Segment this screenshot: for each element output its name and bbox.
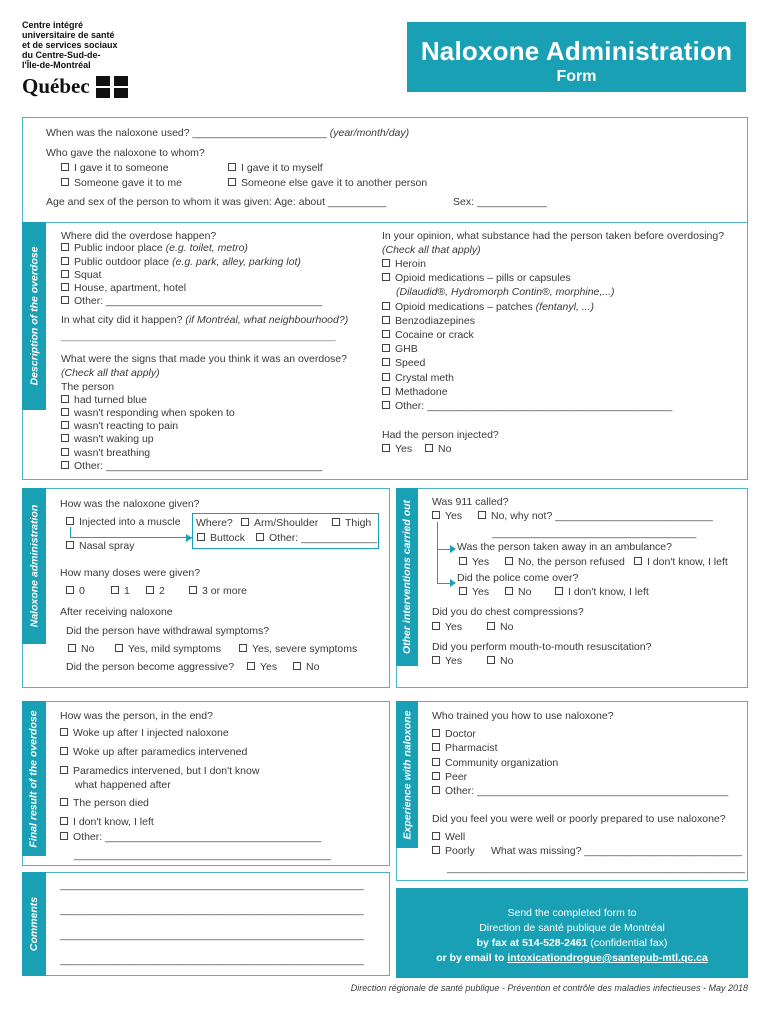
drug-crystal-meth[interactable]: Crystal meth [382, 372, 454, 385]
arrow-head-icon [450, 545, 456, 553]
checkbox[interactable] [60, 798, 68, 806]
checkbox[interactable] [189, 586, 197, 594]
org-name: Centre intégré universitaire de santé et de services sociaux du Centre-Sud-de- l'Île-de-Montréal [22, 20, 118, 70]
comment-line-1[interactable]: ____________________________________________________ [60, 879, 364, 891]
checkbox[interactable] [247, 662, 255, 670]
site-buttock[interactable]: Buttock [197, 532, 245, 545]
checkbox[interactable] [432, 743, 440, 751]
place-house[interactable]: House, apartment, hotel [61, 282, 186, 295]
q-aggressive: Did the person become aggressive? [66, 661, 235, 673]
opt-someone-else[interactable]: Someone else gave it to another person [228, 177, 427, 190]
withdrawal-no[interactable]: No [68, 643, 94, 656]
tab-comments: Comments [22, 872, 46, 976]
substance-check-all: (Check all that apply) [382, 244, 481, 256]
form-header [407, 22, 746, 92]
trained-pharmacist[interactable]: Pharmacist [432, 742, 498, 755]
checkbox[interactable] [61, 283, 69, 291]
mouth-yes[interactable]: Yes [432, 655, 462, 668]
withdrawal-severe[interactable]: Yes, severe symptoms [239, 643, 357, 656]
where-label: Where? [196, 517, 233, 529]
checkbox[interactable] [60, 728, 68, 736]
q-doses: How many doses were given? [60, 567, 201, 579]
site-other[interactable]: Other: _____________ [256, 532, 377, 545]
checkbox[interactable] [332, 518, 340, 526]
prepared-poorly[interactable]: Poorly [432, 845, 475, 858]
checkbox[interactable] [634, 557, 642, 565]
tab-final-result: Final result of the overdose [22, 701, 46, 856]
final-woke-paramedics[interactable]: Woke up after paramedics intervened [60, 746, 247, 759]
place-other[interactable]: Other: _____________________________________ [61, 295, 322, 308]
checkbox[interactable] [61, 421, 69, 429]
drug-opioid-patch[interactable]: Opioid medications – patches (fentanyl, ...) [382, 301, 594, 314]
drug-benzo[interactable]: Benzodiazepines [382, 315, 475, 328]
quebec-flag-icon [96, 76, 128, 98]
checkbox[interactable] [505, 557, 513, 565]
city-line[interactable]: _______________________________________________ [61, 330, 336, 342]
checkbox[interactable] [425, 444, 433, 452]
trained-doctor[interactable]: Doctor [432, 728, 476, 741]
911-no-why[interactable]: No, why not? ___________________________ [478, 510, 713, 523]
checkbox[interactable] [487, 656, 495, 664]
ambulance-dont-know[interactable]: I don't know, I left [634, 556, 728, 569]
checkbox[interactable] [382, 387, 390, 395]
sign-breathing[interactable]: wasn't breathing [61, 447, 150, 460]
q-how-given: How was the naloxone given? [60, 498, 200, 510]
trained-community[interactable]: Community organization [432, 757, 558, 770]
dose-3-more[interactable]: 3 or more [189, 585, 247, 598]
injected-yes[interactable]: Yes [382, 443, 412, 456]
checkbox[interactable] [382, 259, 390, 267]
checkbox[interactable] [382, 316, 390, 324]
given-injected[interactable]: Injected into a muscle [66, 516, 181, 529]
q-substance: In your opinion, what substance had the person taken before overdosing? [382, 230, 725, 242]
comment-line-4[interactable]: ____________________________________________________ [60, 954, 364, 966]
police-no[interactable]: No [505, 586, 531, 599]
checkbox[interactable] [61, 243, 69, 251]
place-indoor[interactable]: Public indoor place (e.g. toilet, metro) [61, 242, 248, 255]
aggressive-yes[interactable]: Yes [247, 661, 277, 674]
sign-waking[interactable]: wasn't waking up [61, 433, 154, 446]
checkbox[interactable] [256, 533, 264, 541]
where-arrow [70, 527, 192, 538]
fax-number: by fax at 514-528-2461 [476, 937, 588, 949]
quebec-wordmark: Québec [22, 74, 90, 98]
final-paramedics-unknown[interactable]: Paramedics intervened, but I don't know [60, 765, 259, 778]
checkbox[interactable] [239, 644, 247, 652]
comment-line-2[interactable]: ____________________________________________________ [60, 904, 364, 916]
final-died[interactable]: The person died [60, 797, 149, 810]
checkbox[interactable] [228, 163, 236, 171]
tab-description: Description of the overdose [22, 222, 46, 410]
comment-line-3[interactable]: ____________________________________________________ [60, 929, 364, 941]
site-arm[interactable]: Arm/Shoulder [241, 517, 318, 530]
missing-line[interactable]: ___________________________________________________ [447, 862, 745, 874]
checkbox[interactable] [555, 587, 563, 595]
checkbox[interactable] [66, 517, 74, 525]
checkbox[interactable] [60, 817, 68, 825]
dose-2[interactable]: 2 [146, 585, 165, 598]
q-city: In what city did it happen? [61, 314, 186, 326]
tab-naloxone-admin: Naloxone administration [22, 488, 46, 644]
drug-opioid-pills-eg: (Dilaudid®, Hydromorph Contin®, morphine,...) [396, 286, 615, 298]
checkbox[interactable] [432, 622, 440, 630]
final-paramedics-unknown-2: what happened after [75, 779, 171, 791]
checkbox[interactable] [432, 846, 440, 854]
checkbox[interactable] [382, 444, 390, 452]
dose-1[interactable]: 1 [111, 585, 130, 598]
police-yes[interactable]: Yes [459, 586, 489, 599]
dose-0[interactable]: 0 [66, 585, 85, 598]
prepared-well[interactable]: Well [432, 831, 465, 844]
q-prepared: Did you feel you were well or poorly prepared to use naloxone? [432, 813, 726, 825]
checkbox[interactable] [382, 373, 390, 381]
ambulance-arrow [437, 522, 451, 584]
given-nasal[interactable]: Nasal spray [66, 540, 134, 553]
q-911: Was 911 called? [432, 496, 509, 508]
sign-other[interactable]: Other: _____________________________________ [61, 460, 322, 473]
email-link[interactable]: intoxicationdrogue@santepub-mtl.qc.ca [507, 952, 708, 964]
form-title: Naloxone Administration [420, 36, 733, 66]
checkbox[interactable] [60, 766, 68, 774]
checkbox[interactable] [61, 408, 69, 416]
send-instructions: Send the completed form to Direction de santé publique de Montréal by fax at 514-528-2461 (confidential fax) or by email to intoxicationdrogue@santepub-mtl.qc.ca [396, 888, 748, 978]
q-chest: Did you do chest compressions? [432, 606, 584, 618]
trained-peer[interactable]: Peer [432, 771, 467, 784]
911-yes[interactable]: Yes [432, 510, 462, 523]
missing-field[interactable]: What was missing? ___________________________ [491, 845, 743, 857]
checkbox[interactable] [66, 586, 74, 594]
drug-speed[interactable]: Speed [382, 357, 425, 370]
q-age[interactable]: Age and sex of the person to whom it was given: Age: about __________ [46, 196, 387, 208]
drug-opioid-pills[interactable]: Opioid medications – pills or capsules [382, 272, 571, 285]
place-outdoor[interactable]: Public outdoor place (e.g. park, alley, parking lot) [61, 256, 301, 269]
footer-credit: Direction régionale de santé publique - Prévention et contrôle des maladies infectieuses - May 2018 [350, 983, 748, 993]
q-when: When was the naloxone used? _______________________ [46, 127, 327, 139]
checkbox[interactable] [61, 270, 69, 278]
checkbox[interactable] [459, 557, 467, 565]
mouth-no[interactable]: No [487, 655, 513, 668]
911-why-line[interactable]: ___________________________________ [492, 527, 697, 539]
opt-gave-myself[interactable]: I gave it to myself [228, 162, 323, 175]
ambulance-refused[interactable]: No, the person refused [505, 556, 625, 569]
checkbox[interactable] [293, 662, 301, 670]
checkbox[interactable] [432, 758, 440, 766]
drug-cocaine[interactable]: Cocaine or crack [382, 329, 474, 342]
checkbox[interactable] [61, 163, 69, 171]
checkbox[interactable] [432, 656, 440, 664]
place-squat[interactable]: Squat [61, 269, 101, 282]
site-thigh[interactable]: Thigh [332, 517, 371, 530]
org-logo [22, 20, 192, 99]
final-other-line[interactable]: ____________________________________________ [74, 849, 331, 861]
checkbox[interactable] [382, 401, 390, 409]
arrow-head-icon [450, 579, 456, 587]
checkbox[interactable] [382, 358, 390, 366]
q-withdrawal: Did the person have withdrawal symptoms? [66, 625, 270, 637]
checkbox[interactable] [382, 273, 390, 281]
final-dont-know[interactable]: I don't know, I left [60, 816, 154, 829]
checkbox[interactable] [197, 533, 205, 541]
opt-gave-someone[interactable]: I gave it to someone [61, 162, 169, 175]
tab-experience: Experience with naloxone [396, 701, 418, 848]
q-who: Who gave the naloxone to whom? [46, 147, 205, 159]
trained-other[interactable]: Other: ___________________________________________ [432, 785, 728, 798]
checkbox[interactable] [61, 434, 69, 442]
checkbox[interactable] [60, 832, 68, 840]
drug-other[interactable]: Other: __________________________________________ [382, 400, 672, 413]
withdrawal-mild[interactable]: Yes, mild symptoms [115, 643, 221, 656]
checkbox[interactable] [241, 518, 249, 526]
q-mouth: Did you perform mouth-to-mouth resuscitation? [432, 641, 652, 653]
checkbox[interactable] [228, 178, 236, 186]
checkbox[interactable] [61, 178, 69, 186]
checkbox[interactable] [61, 448, 69, 456]
after-naloxone: After receiving naloxone [60, 606, 173, 618]
checkbox[interactable] [432, 786, 440, 794]
police-dont-know[interactable]: I don't know, I left [555, 586, 649, 599]
checkbox[interactable] [115, 644, 123, 652]
checkbox[interactable] [487, 622, 495, 630]
injected-no[interactable]: No [425, 443, 451, 456]
checkbox[interactable] [478, 511, 486, 519]
sign-responding[interactable]: wasn't responding when spoken to [61, 407, 235, 420]
checkbox[interactable] [68, 644, 76, 652]
checkbox[interactable] [61, 257, 69, 265]
checkbox[interactable] [432, 511, 440, 519]
opt-someone-gave-me[interactable]: Someone gave it to me [61, 177, 182, 190]
q-injected: Had the person injected? [382, 429, 499, 441]
drug-heroin[interactable]: Heroin [382, 258, 426, 271]
checkbox[interactable] [432, 729, 440, 737]
q-final: How was the person, in the end? [60, 710, 213, 722]
chest-no[interactable]: No [487, 621, 513, 634]
final-woke-naloxone[interactable]: Woke up after I injected naloxone [60, 727, 229, 740]
signs-check-all: (Check all that apply) [61, 367, 160, 379]
ambulance-yes[interactable]: Yes [459, 556, 489, 569]
checkbox[interactable] [61, 461, 69, 469]
form-subtitle: Form [556, 68, 597, 85]
checkbox[interactable] [146, 586, 154, 594]
drug-ghb[interactable]: GHB [382, 343, 418, 356]
the-person: The person [61, 381, 115, 393]
checkbox[interactable] [382, 302, 390, 310]
aggressive-no[interactable]: No [293, 661, 319, 674]
sign-pain[interactable]: wasn't reacting to pain [61, 420, 178, 433]
checkbox[interactable] [61, 296, 69, 304]
final-other[interactable]: Other: _____________________________________ [60, 831, 321, 844]
checkbox[interactable] [61, 395, 69, 403]
checkbox[interactable] [459, 587, 467, 595]
chest-yes[interactable]: Yes [432, 621, 462, 634]
q-trained: Who trained you how to use naloxone? [432, 710, 614, 722]
checkbox[interactable] [66, 541, 74, 549]
checkbox[interactable] [60, 747, 68, 755]
checkbox[interactable] [111, 586, 119, 594]
checkbox[interactable] [382, 344, 390, 352]
checkbox[interactable] [432, 772, 440, 780]
q-where: Where did the overdose happen? [61, 230, 217, 242]
q-signs: What were the signs that made you think it was an overdose? [61, 353, 347, 365]
q-sex[interactable]: Sex: ____________ [453, 196, 548, 208]
tab-other-interventions: Other interventions carried out [396, 488, 418, 666]
q-police: Did the police come over? [457, 572, 579, 584]
sign-blue[interactable]: had turned blue [61, 394, 147, 407]
q-ambulance: Was the person taken away in an ambulance? [457, 541, 672, 553]
checkbox[interactable] [382, 330, 390, 338]
checkbox[interactable] [505, 587, 513, 595]
drug-methadone[interactable]: Methadone [382, 386, 448, 399]
checkbox[interactable] [432, 832, 440, 840]
